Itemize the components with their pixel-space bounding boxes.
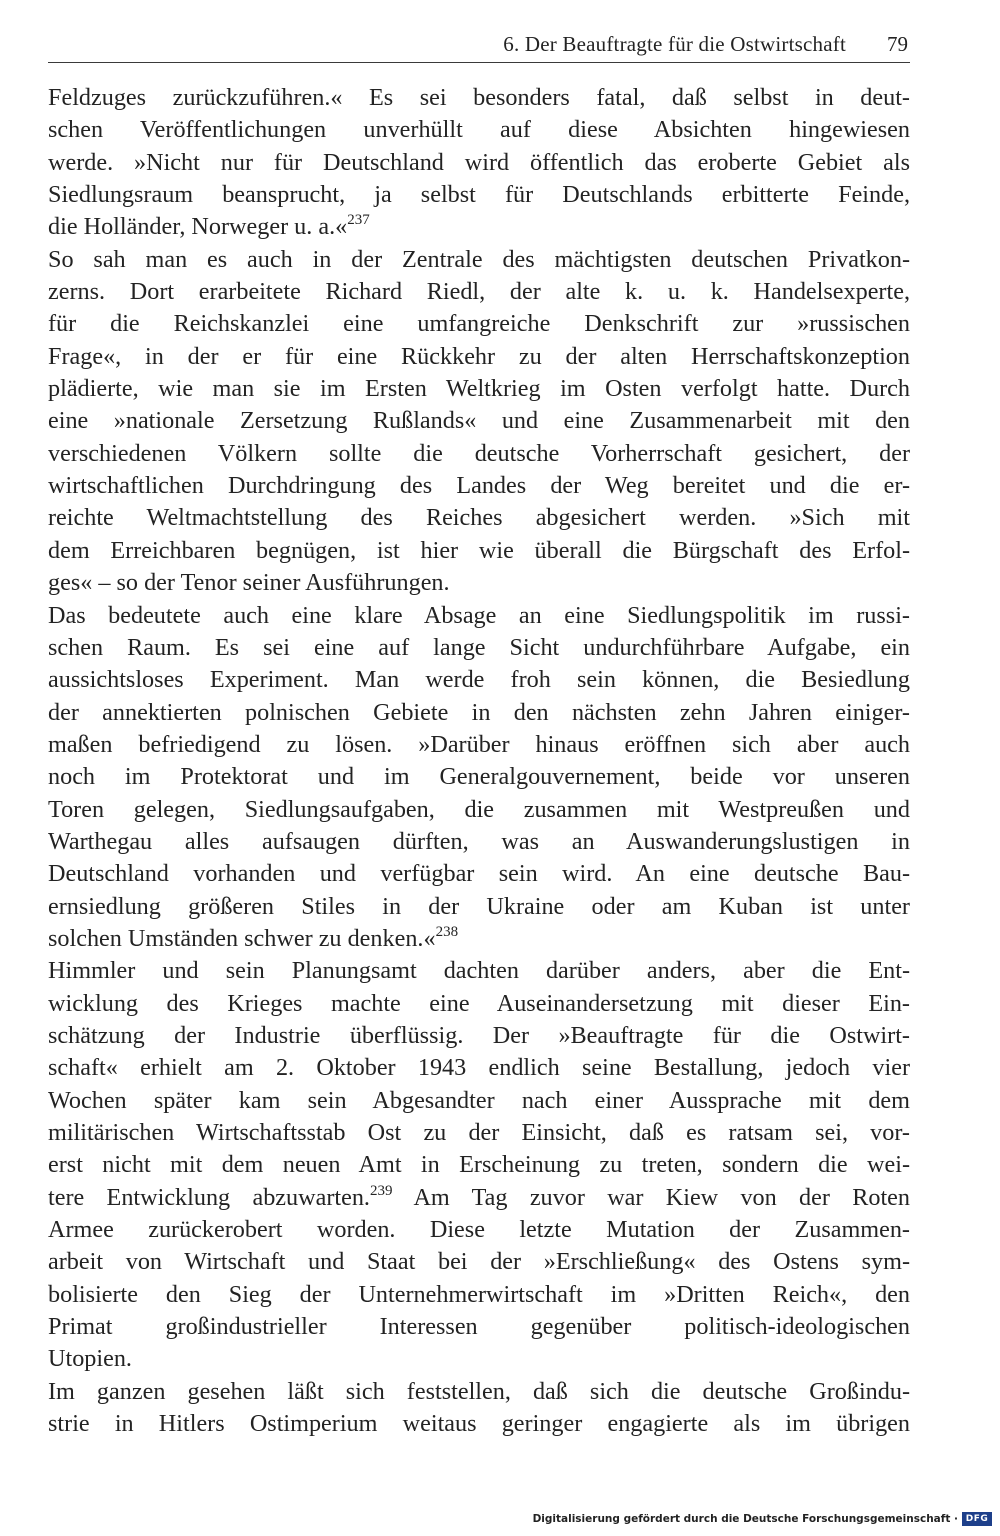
line-text: wirtschaftlichen Durchdringung des Landes der Weg bereitet und die er- bbox=[48, 472, 910, 500]
line-text: Feldzuges zurückzuführen.« Es sei besonders fatal, daß selbst in deut- bbox=[48, 84, 910, 111]
text-line bbox=[48, 1052, 910, 1084]
line-text: erst nicht mit dem neuen Amt in Erscheinung zu treten, sondern die wei- bbox=[48, 1151, 910, 1179]
line-text: Das bedeutete auch eine klare Absage an eine Siedlungspolitik im russi- bbox=[48, 601, 910, 629]
text-line bbox=[48, 276, 910, 308]
page-number: 79 bbox=[887, 32, 908, 56]
line-text: schätzung der Industrie überflüssig. Der »Beauftragte für die Ostwirt- bbox=[48, 1021, 910, 1049]
line-text: Toren gelegen, Siedlungsaufgaben, die zusammen mit Westpreußen und bbox=[48, 795, 910, 823]
text-line bbox=[48, 114, 910, 146]
line-text: eine »nationale Zersetzung Rußlands« und eine Zusammenarbeit mit den bbox=[48, 407, 910, 435]
line-text: dem Erreichbaren begnügen, ist hier wie überall die Bürgschaft des Erfol- bbox=[48, 536, 910, 564]
line-text: der annektierten polnischen Gebiete in den nächsten zehn Jahren einiger- bbox=[48, 698, 910, 726]
line-text: die Holländer, Norweger u. a.« bbox=[48, 213, 348, 241]
text-line bbox=[48, 1343, 910, 1375]
text-line bbox=[48, 1311, 910, 1343]
text-line bbox=[48, 1149, 910, 1181]
line-text: Wochen später kam sein Abgesandter nach einer Aussprache mit dem bbox=[48, 1086, 910, 1114]
text-line bbox=[48, 1246, 910, 1278]
line-text: Deutschland vorhanden und verfügbar sein wird. An eine deutsche Bau- bbox=[48, 860, 910, 888]
line-text: werde. »Nicht nur für Deutschland wird öffentlich das eroberte Gebiet als bbox=[48, 148, 910, 176]
footnote-marker: 238 bbox=[435, 923, 459, 940]
text-line bbox=[48, 600, 910, 632]
text-line bbox=[48, 632, 910, 664]
text-line bbox=[48, 988, 910, 1020]
line-text: Siedlungsraum beansprucht, ja selbst für Deutschlands erbitterte Feinde, bbox=[48, 181, 910, 209]
text-line bbox=[48, 211, 910, 243]
line-text: Utopien. bbox=[48, 1345, 132, 1373]
line-text: Im ganzen gesehen läßt sich feststellen, daß sich die deutsche Großindu- bbox=[48, 1377, 910, 1405]
text-line bbox=[48, 664, 910, 696]
text-line bbox=[48, 405, 910, 437]
line-text: Himmler und sein Planungsamt dachten darüber anders, aber die Ent- bbox=[48, 957, 910, 985]
text-line bbox=[48, 955, 910, 987]
line-text: schaft« erhielt am 2. Oktober 1943 endlich seine Bestallung, jedoch vier bbox=[48, 1054, 910, 1082]
line-text: Frage«, in der er für eine Rückkehr zu der alten Herrschaftskonzeption bbox=[48, 342, 910, 370]
text-line bbox=[48, 502, 910, 534]
text-line bbox=[48, 858, 910, 890]
line-text: So sah man es auch in der Zentrale des mächtigsten deutschen Privatkon- bbox=[48, 245, 910, 273]
text-line bbox=[48, 1085, 910, 1117]
text-line bbox=[48, 82, 910, 114]
line-text: ges« – so der Tenor seiner Ausführungen. bbox=[48, 569, 450, 597]
text-line bbox=[48, 1279, 910, 1311]
dfg-logo: DFG bbox=[962, 1512, 992, 1526]
digitization-footer bbox=[533, 1510, 992, 1528]
text-line bbox=[48, 1182, 910, 1214]
text-line bbox=[48, 1376, 910, 1408]
text-line bbox=[48, 891, 910, 923]
line-text: Armee zurückerobert worden. Diese letzte Mutation der Zusammen- bbox=[48, 1216, 910, 1244]
line-text: zerns. Dort erarbeitete Richard Riedl, der alte k. u. k. Handelsexperte, bbox=[48, 278, 910, 306]
text-line bbox=[48, 761, 910, 793]
line-text: Warthegau alles aufsaugen dürften, was an Auswanderungslustigen in bbox=[48, 827, 910, 855]
digitization-note: Digitalisierung gefördert durch die Deutsche Forschungsgemeinschaft · bbox=[532, 1513, 958, 1525]
text-line bbox=[48, 1117, 910, 1149]
text-line bbox=[48, 794, 910, 826]
line-text: aussichtsloses Experiment. Man werde froh sein können, die Besiedlung bbox=[48, 666, 910, 694]
line-text: verschiedenen Völkern sollte die deutsche Vorherrschaft gesichert, der bbox=[48, 439, 910, 467]
line-text: bolisierte den Sieg der Unternehmerwirtschaft im »Dritten Reich«, den bbox=[48, 1280, 910, 1308]
body-text bbox=[48, 82, 910, 1440]
line-text: wicklung des Krieges machte eine Auseinandersetzung mit dieser Ein- bbox=[48, 989, 910, 1017]
text-line bbox=[48, 697, 910, 729]
line-text: reichte Weltmachtstellung des Reiches abgesichert werden. »Sich mit bbox=[48, 504, 910, 532]
text-line bbox=[48, 438, 910, 470]
line-text: militärischen Wirtschaftsstab Ost zu der Einsicht, daß es ratsam sei, vor- bbox=[48, 1119, 910, 1146]
footnote-marker: 237 bbox=[347, 212, 370, 229]
text-line bbox=[48, 308, 910, 340]
text-line bbox=[48, 341, 910, 373]
line-text: solchen Umständen schwer zu denken.« bbox=[48, 924, 436, 952]
text-line bbox=[48, 470, 910, 502]
text-line bbox=[48, 373, 910, 405]
line-text: schen Veröffentlichungen unverhüllt auf diese Absichten hingewiesen bbox=[48, 116, 910, 144]
text-line bbox=[48, 535, 910, 567]
line-text-continued: Am Tag zuvor war Kiew von der Roten bbox=[392, 1183, 910, 1211]
line-text: maßen befriedigend zu lösen. »Darüber hinaus eröffnen sich aber auch bbox=[48, 730, 910, 758]
line-text: für die Reichskanzlei eine umfangreiche Denkschrift zur »russischen bbox=[48, 310, 910, 338]
text-line bbox=[48, 1214, 910, 1246]
line-text: tere Entwicklung abzuwarten. bbox=[48, 1183, 370, 1211]
text-line bbox=[48, 567, 910, 599]
line-text: ernsiedlung größeren Stiles in der Ukraine oder am Kuban ist unter bbox=[48, 892, 910, 920]
text-line bbox=[48, 923, 910, 955]
line-text: noch im Protektorat und im Generalgouvernement, beide vor unseren bbox=[48, 763, 910, 791]
text-line bbox=[48, 179, 910, 211]
line-text: schen Raum. Es sei eine auf lange Sicht undurchführbare Aufgabe, ein bbox=[48, 633, 910, 661]
line-text: arbeit von Wirtschaft und Staat bei der »Erschließung« des Ostens sym- bbox=[48, 1248, 910, 1276]
text-line bbox=[48, 1408, 910, 1440]
footnote-marker: 239 bbox=[369, 1182, 393, 1199]
text-line bbox=[48, 244, 910, 276]
running-title: 6. Der Beauftragte für die Ostwirtschaft bbox=[503, 32, 846, 56]
text-line bbox=[48, 729, 910, 761]
line-text: plädierte, wie man sie im Ersten Weltkrieg im Osten verfolgt hatte. Durch bbox=[48, 375, 910, 403]
line-text: strie in Hitlers Ostimperium weitaus geringer engagierte als im übrigen bbox=[48, 1410, 910, 1438]
text-line bbox=[48, 1020, 910, 1052]
line-text: Primat großindustrieller Interessen gegenüber politisch-ideologischen bbox=[48, 1313, 910, 1341]
text-line bbox=[48, 826, 910, 858]
page-header bbox=[48, 30, 910, 63]
text-line bbox=[48, 147, 910, 179]
